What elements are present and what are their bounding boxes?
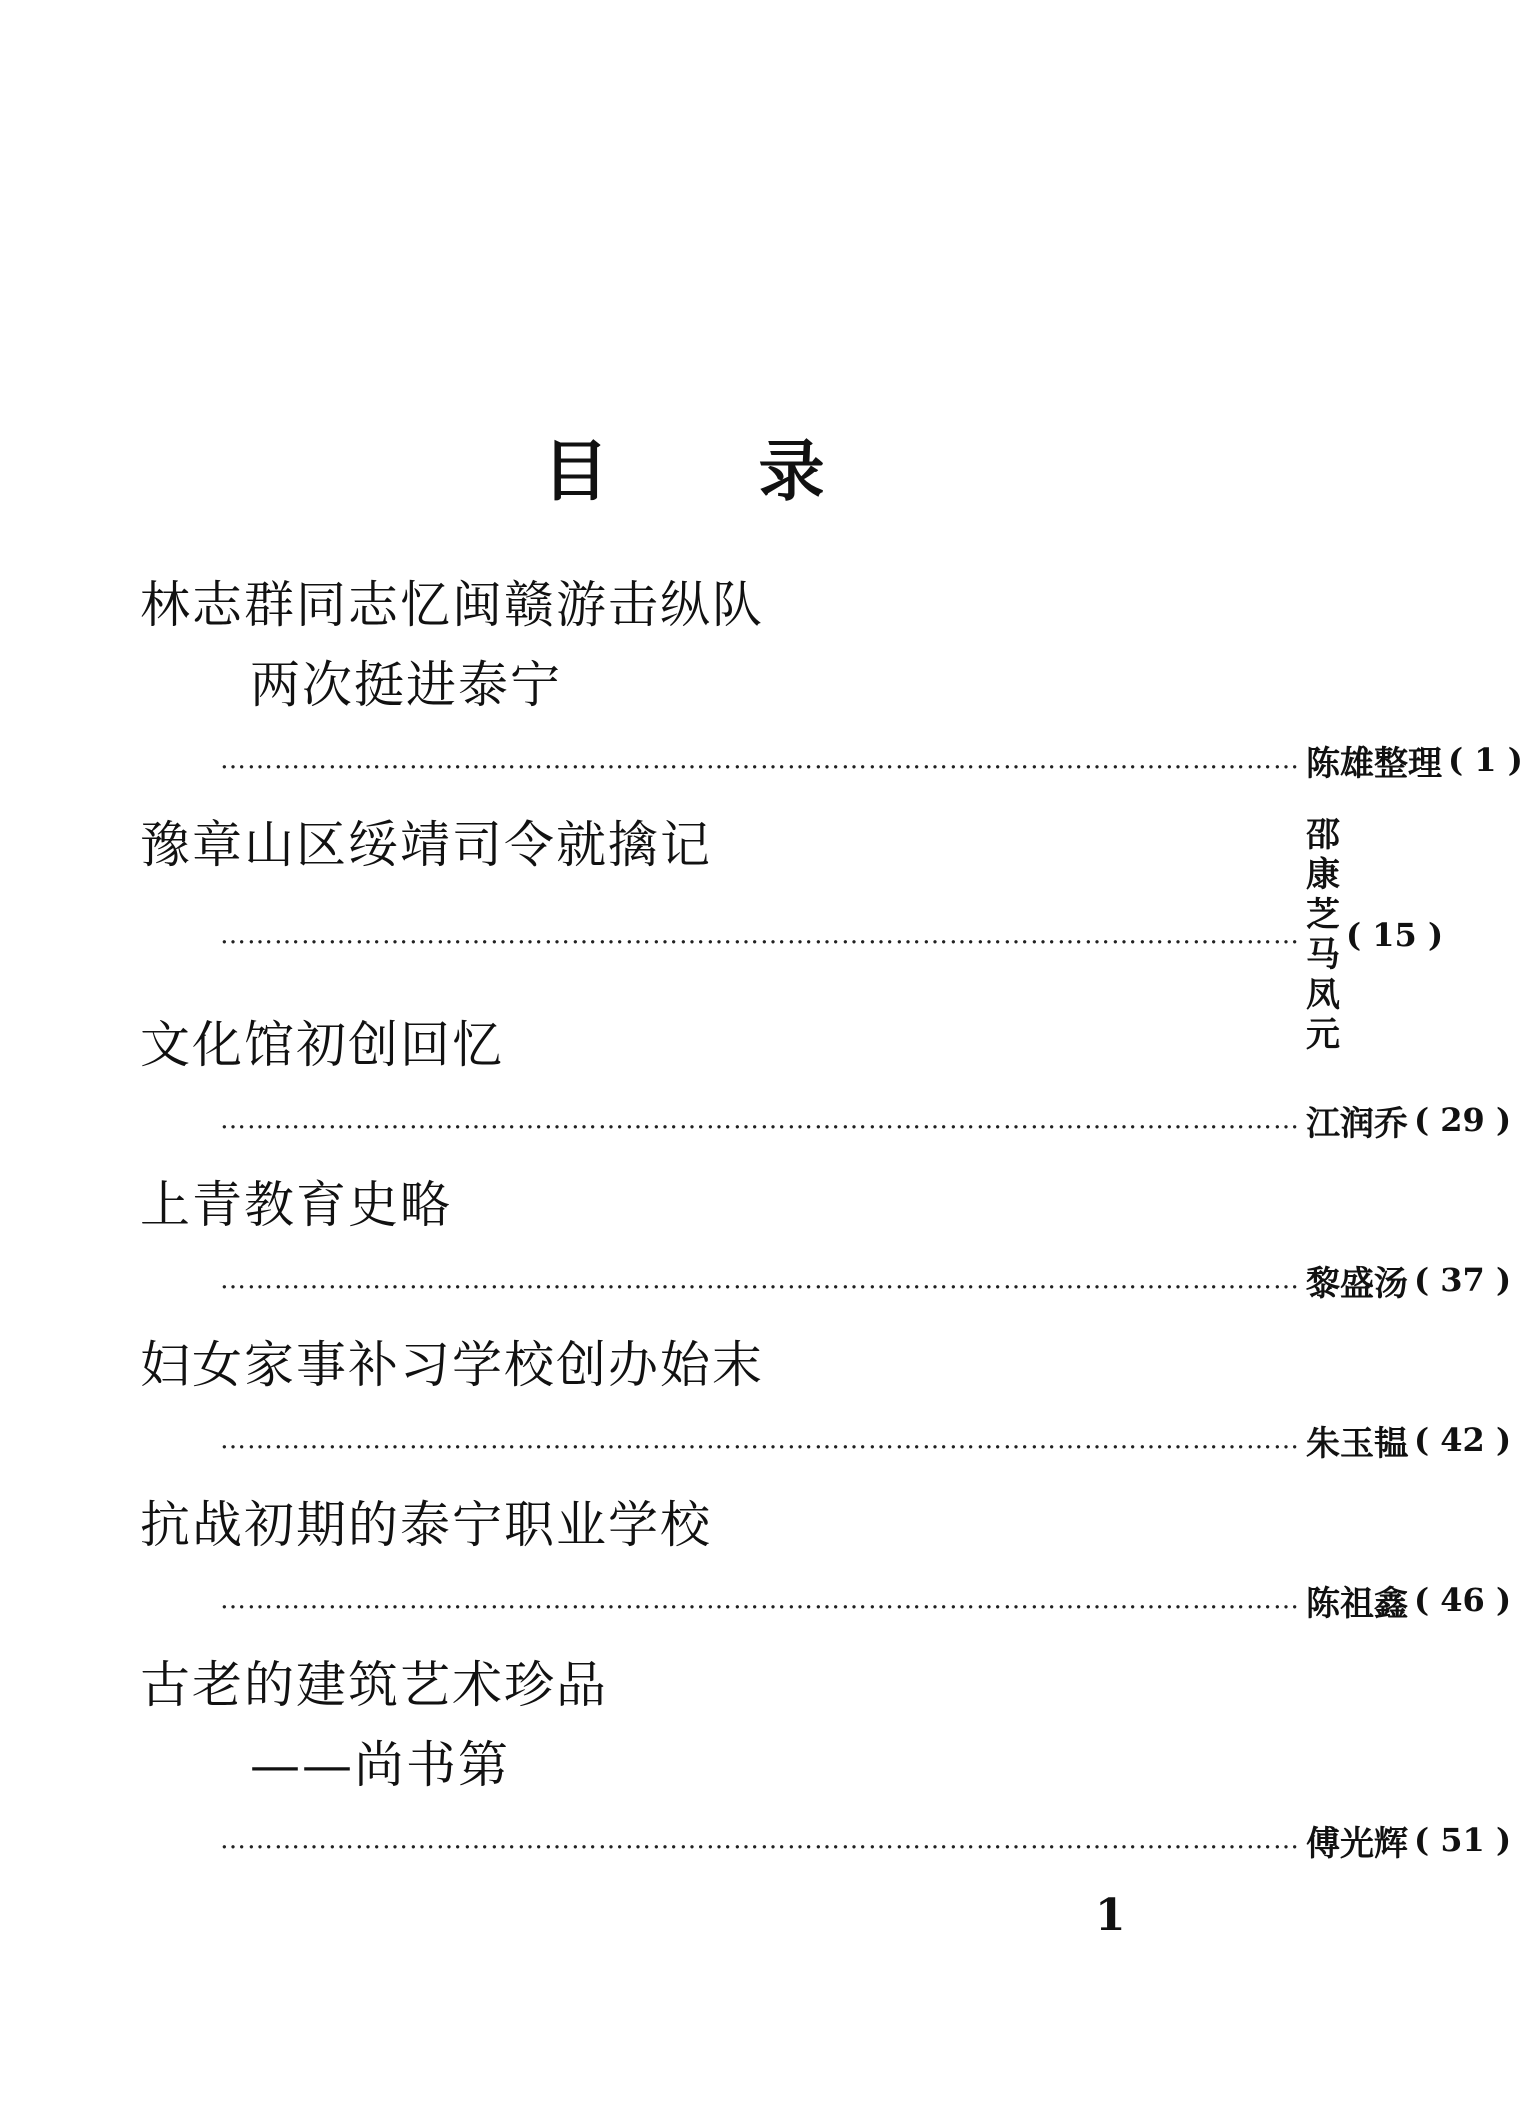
toc-heading [0,418,1367,513]
leader-row [220,1565,1512,1635]
dot-leader: ………………………………………………………………………………………………………… [220,745,1300,775]
entry-page: ( 42 ) [1414,1421,1512,1459]
entry-page: ( 15 ) [1346,916,1444,954]
entry-title: 妇女家事补习学校创办始末 [140,1336,764,1394]
dot-leader: ………………………………………………………………………………………………………… [220,1105,1300,1135]
entry-title: 古老的建筑艺术珍品 [140,1656,608,1714]
toc-entry [140,1485,1512,1635]
toc-entry [140,1165,1512,1315]
dot-leader: ………………………………………………………………………………………………………… [220,1265,1300,1295]
entry-title: 文化馆初创回忆 [140,1016,504,1074]
entry-page: ( 29 ) [1414,1101,1512,1139]
leader-row [220,1805,1512,1875]
page-number: 1 [1095,1890,1126,1941]
entry-author: 江润乔 [1306,1103,1408,1144]
entry-author: 陈雄整理 [1306,743,1442,784]
entry-author: 邵康芝 [1306,815,1340,935]
entry-title: 抗战初期的泰宁职业学校 [140,1496,712,1554]
toc-entry [140,1325,1512,1475]
entry-title: 林志群同志忆闽赣游击纵队 [140,576,764,634]
dot-leader: ………………………………………………………………………………………………………… [220,1425,1300,1455]
entry-author: 马凤元 [1306,935,1340,1055]
entry-author: 陈祖鑫 [1306,1583,1408,1624]
entry-page: ( 46 ) [1414,1581,1512,1619]
toc-entry [140,1005,1512,1155]
dot-leader: ………………………………………………………………………………………………………… [220,1825,1300,1855]
toc-entry [140,565,1523,795]
toc-heading-char-2: 录 [758,432,975,510]
entry-author: 朱玉韫 [1306,1423,1408,1464]
leader-row [220,1405,1512,1475]
entry-author: 傅光辉 [1306,1823,1408,1864]
entry-subtitle: ——尚书第 [250,1736,510,1794]
entry-title: 豫章山区绥靖司令就擒记 [140,816,712,874]
entry-authors [1306,815,1340,1055]
entry-title: 上青教育史略 [140,1176,452,1234]
dot-leader: ………………………………………………………………………………………………………… [220,1585,1300,1615]
leader-row [220,1245,1512,1315]
entry-page: ( 1 ) [1448,741,1523,779]
leader-row [220,1085,1512,1155]
entry-author: 黎盛汤 [1306,1263,1408,1304]
toc-entry [140,1645,1512,1875]
dot-leader: ………………………………………………………………………………………………………… [220,920,1300,950]
entry-page: ( 51 ) [1414,1821,1512,1859]
entry-subtitle: 两次挺进泰宁 [250,656,562,714]
toc-heading-char-1: 目 [542,432,759,510]
entry-page: ( 37 ) [1414,1261,1512,1299]
leader-row [220,725,1523,795]
